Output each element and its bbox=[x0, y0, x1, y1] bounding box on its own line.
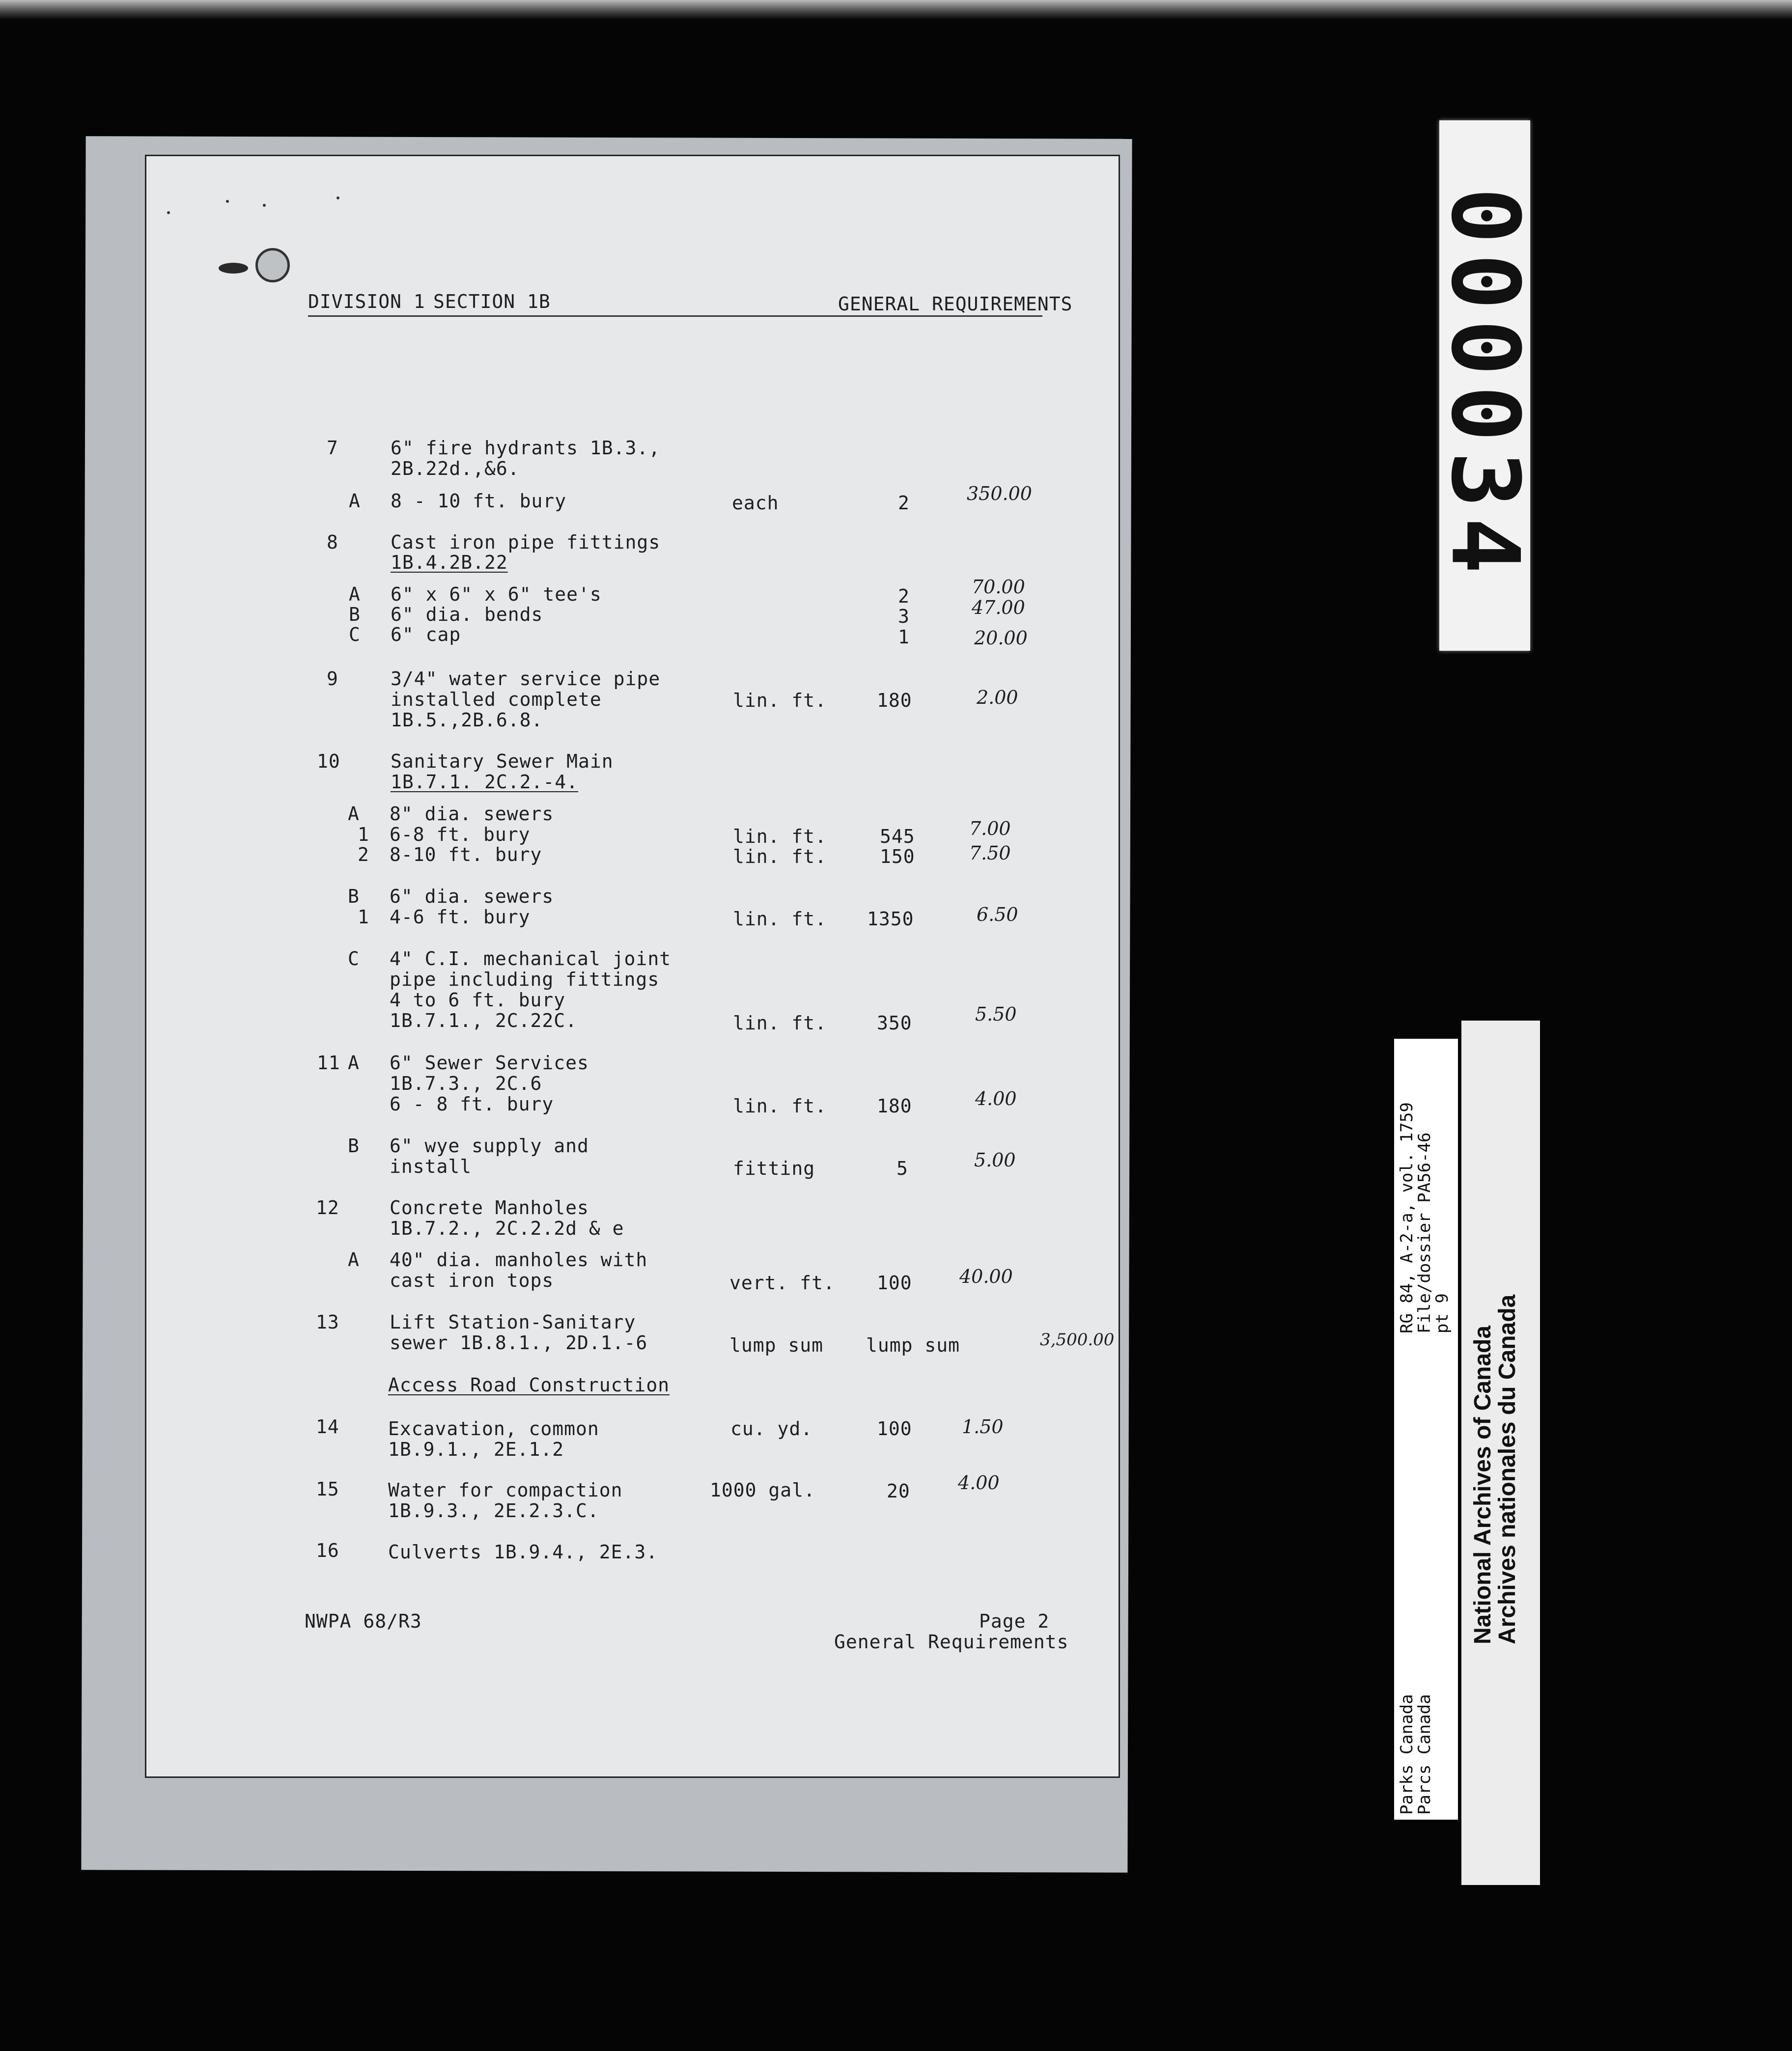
header-section: SECTION 1B bbox=[433, 291, 551, 312]
page-subtitle: General Requirements bbox=[834, 1631, 1069, 1653]
item-desc: 6 - 8 ft. bury bbox=[390, 1093, 554, 1115]
item-desc: 4 to 6 ft. bury bbox=[390, 989, 566, 1011]
item-desc: Culverts 1B.9.4., 2E.3. bbox=[388, 1541, 658, 1563]
item-price: 3,500.00 bbox=[1040, 1330, 1115, 1350]
document-page bbox=[145, 155, 1120, 1778]
item-desc: 1B.7.1., 2C.22C. bbox=[390, 1010, 578, 1031]
item-desc: Cast iron pipe fittings bbox=[391, 531, 661, 553]
frame-number-stamp bbox=[1430, 120, 1539, 651]
item-number: 11 bbox=[317, 1052, 340, 1074]
item-sub: 2 bbox=[358, 844, 369, 865]
punch-hole bbox=[255, 248, 290, 282]
item-qty: 100 bbox=[877, 1272, 912, 1294]
item-unit: lin. ft. bbox=[733, 690, 827, 711]
item-unit: lin. ft. bbox=[733, 1012, 827, 1034]
item-price: 70.00 bbox=[972, 576, 1025, 598]
item-price: 7.50 bbox=[969, 842, 1011, 864]
item-qty: 180 bbox=[877, 690, 912, 711]
item-desc: 8 - 10 ft. bury bbox=[391, 490, 567, 512]
item-desc: 1B.7.1. 2C.2.-4. bbox=[391, 771, 579, 793]
speck bbox=[263, 204, 266, 207]
item-unit: lin. ft. bbox=[733, 826, 827, 847]
page-number: Page 2 bbox=[979, 1610, 1050, 1632]
item-qty: 180 bbox=[877, 1095, 912, 1117]
section-heading: Access Road Construction bbox=[388, 1374, 670, 1396]
archives-english: National Archives of Canada bbox=[1470, 1325, 1496, 1644]
item-desc: 4-6 ft. bury bbox=[390, 906, 531, 928]
item-qty: 1 bbox=[898, 626, 910, 648]
item-desc: 6" dia. sewers bbox=[390, 886, 554, 907]
item-price: 4.00 bbox=[975, 1088, 1017, 1109]
item-qty: 1350 bbox=[867, 908, 914, 930]
item-sub: A bbox=[349, 583, 361, 605]
item-desc: Excavation, common bbox=[388, 1418, 599, 1440]
item-price: 2.00 bbox=[977, 687, 1018, 708]
archives-label bbox=[1461, 1021, 1540, 1885]
item-desc: 1B.4.2B.22 bbox=[391, 552, 508, 573]
item-price: 5.00 bbox=[974, 1149, 1016, 1171]
item-number: 10 bbox=[317, 750, 340, 772]
archive-reference-label bbox=[1394, 1039, 1458, 1820]
item-desc: Concrete Manholes bbox=[390, 1197, 589, 1219]
item-desc: install bbox=[390, 1156, 472, 1177]
item-price: 6.50 bbox=[977, 904, 1018, 925]
item-unit: lin. ft. bbox=[733, 1095, 827, 1117]
speck bbox=[226, 200, 229, 203]
item-desc: 8-10 ft. bury bbox=[390, 844, 542, 865]
item-desc: Water for compaction bbox=[388, 1479, 623, 1501]
agency-english: Parks Canada bbox=[1397, 1694, 1417, 1815]
item-desc: 1B.7.3., 2C.6 bbox=[390, 1073, 542, 1094]
item-sub: B bbox=[349, 604, 361, 625]
archive-reference: RG 84, A-2-a, vol. 1759 bbox=[1397, 1102, 1417, 1333]
frame-number: 000034 bbox=[1430, 187, 1539, 584]
header-rule bbox=[308, 315, 1042, 317]
header-division: DIVISION 1 bbox=[308, 291, 425, 312]
item-price: 4.00 bbox=[958, 1472, 1000, 1494]
item-number: 12 bbox=[316, 1197, 339, 1219]
item-sub: 1 bbox=[358, 824, 369, 845]
item-unit: vert. ft. bbox=[729, 1272, 835, 1294]
item-qty: 5 bbox=[896, 1158, 908, 1179]
header-title: GENERAL REQUIREMENTS bbox=[838, 293, 1073, 315]
scanner-edge bbox=[0, 0, 1792, 20]
speck bbox=[336, 196, 339, 199]
item-desc: 1B.7.2., 2C.2.2d & e bbox=[390, 1218, 624, 1239]
item-desc: 1B.5.,2B.6.8. bbox=[391, 709, 543, 731]
item-price: 40.00 bbox=[959, 1266, 1013, 1287]
item-qty: 3 bbox=[898, 606, 910, 627]
item-desc: 6" fire hydrants 1B.3., bbox=[391, 437, 661, 459]
item-number: 13 bbox=[316, 1311, 339, 1333]
item-desc: 8" dia. sewers bbox=[390, 803, 554, 825]
item-sub: B bbox=[348, 1135, 360, 1157]
item-unit: cu. yd. bbox=[730, 1418, 813, 1440]
item-unit: lump sum bbox=[729, 1334, 824, 1356]
item-desc: 1B.9.1., 2E.1.2 bbox=[388, 1439, 564, 1460]
item-desc: 1B.9.3., 2E.2.3.C. bbox=[388, 1500, 599, 1522]
item-sub: C bbox=[348, 948, 360, 970]
item-desc: 3/4" water service pipe bbox=[391, 668, 661, 690]
item-sub: A bbox=[348, 1249, 360, 1271]
item-desc: 6" dia. bends bbox=[391, 604, 543, 625]
item-desc: 6" wye supply and bbox=[390, 1135, 589, 1157]
archive-part: pt 9 bbox=[1432, 1293, 1452, 1333]
item-desc: 4" C.I. mechanical joint bbox=[390, 948, 672, 970]
item-number: 16 bbox=[316, 1540, 339, 1561]
item-sub: B bbox=[348, 886, 360, 907]
archives-french: Archives nationales du Canada bbox=[1494, 1294, 1520, 1644]
item-qty: 545 bbox=[880, 826, 915, 847]
item-unit: lin. ft. bbox=[733, 846, 827, 867]
speck bbox=[167, 211, 170, 214]
item-desc: 40" dia. manholes with bbox=[390, 1249, 648, 1271]
item-sub: A bbox=[348, 803, 360, 825]
item-qty: 20 bbox=[887, 1480, 910, 1502]
item-qty: 100 bbox=[877, 1418, 912, 1440]
ink-smudge bbox=[219, 263, 248, 274]
item-desc: pipe including fittings bbox=[390, 969, 660, 990]
item-desc: 6" cap bbox=[391, 624, 461, 645]
item-unit: lin. ft. bbox=[733, 908, 827, 930]
item-sub: 1 bbox=[358, 906, 369, 928]
item-qty: 2 bbox=[898, 585, 910, 607]
item-desc: 6" x 6" x 6" tee's bbox=[391, 583, 602, 605]
item-desc: 6-8 ft. bury bbox=[390, 824, 531, 845]
item-price: 7.00 bbox=[969, 818, 1011, 839]
item-sub: C bbox=[349, 624, 361, 645]
item-number: 8 bbox=[327, 531, 338, 553]
item-sub: A bbox=[348, 1052, 360, 1074]
item-qty: 2 bbox=[898, 492, 910, 514]
item-desc: installed complete bbox=[391, 689, 602, 710]
item-price: 5.50 bbox=[975, 1003, 1017, 1025]
item-desc: 6" Sewer Services bbox=[390, 1052, 589, 1074]
item-number: 7 bbox=[327, 437, 338, 459]
item-number: 9 bbox=[327, 668, 338, 690]
item-qty: 350 bbox=[877, 1012, 912, 1034]
item-desc: Lift Station-Sanitary bbox=[390, 1311, 636, 1333]
item-unit: 1000 gal. bbox=[710, 1479, 815, 1501]
item-qty: lump sum bbox=[866, 1334, 960, 1356]
item-desc: Sanitary Sewer Main bbox=[391, 750, 614, 772]
item-number: 15 bbox=[316, 1478, 339, 1500]
item-unit: fitting bbox=[733, 1158, 815, 1179]
item-number: 14 bbox=[316, 1416, 339, 1438]
item-desc: sewer 1B.8.1., 2D.1.-6 bbox=[390, 1332, 648, 1354]
item-price: 1.50 bbox=[962, 1416, 1004, 1438]
item-price: 350.00 bbox=[967, 483, 1032, 504]
item-desc: 2B.22d.,&6. bbox=[391, 458, 520, 479]
item-price: 47.00 bbox=[972, 597, 1025, 618]
archive-file: File/dossier PA56-46 bbox=[1415, 1132, 1434, 1333]
item-qty: 150 bbox=[880, 846, 915, 867]
item-desc: cast iron tops bbox=[390, 1270, 554, 1291]
document-reference: NWPA 68/R3 bbox=[305, 1610, 422, 1632]
item-sub: A bbox=[349, 490, 361, 512]
item-price: 20.00 bbox=[974, 627, 1028, 649]
item-unit: each bbox=[732, 492, 779, 514]
agency-french: Parcs Canada bbox=[1415, 1694, 1434, 1815]
